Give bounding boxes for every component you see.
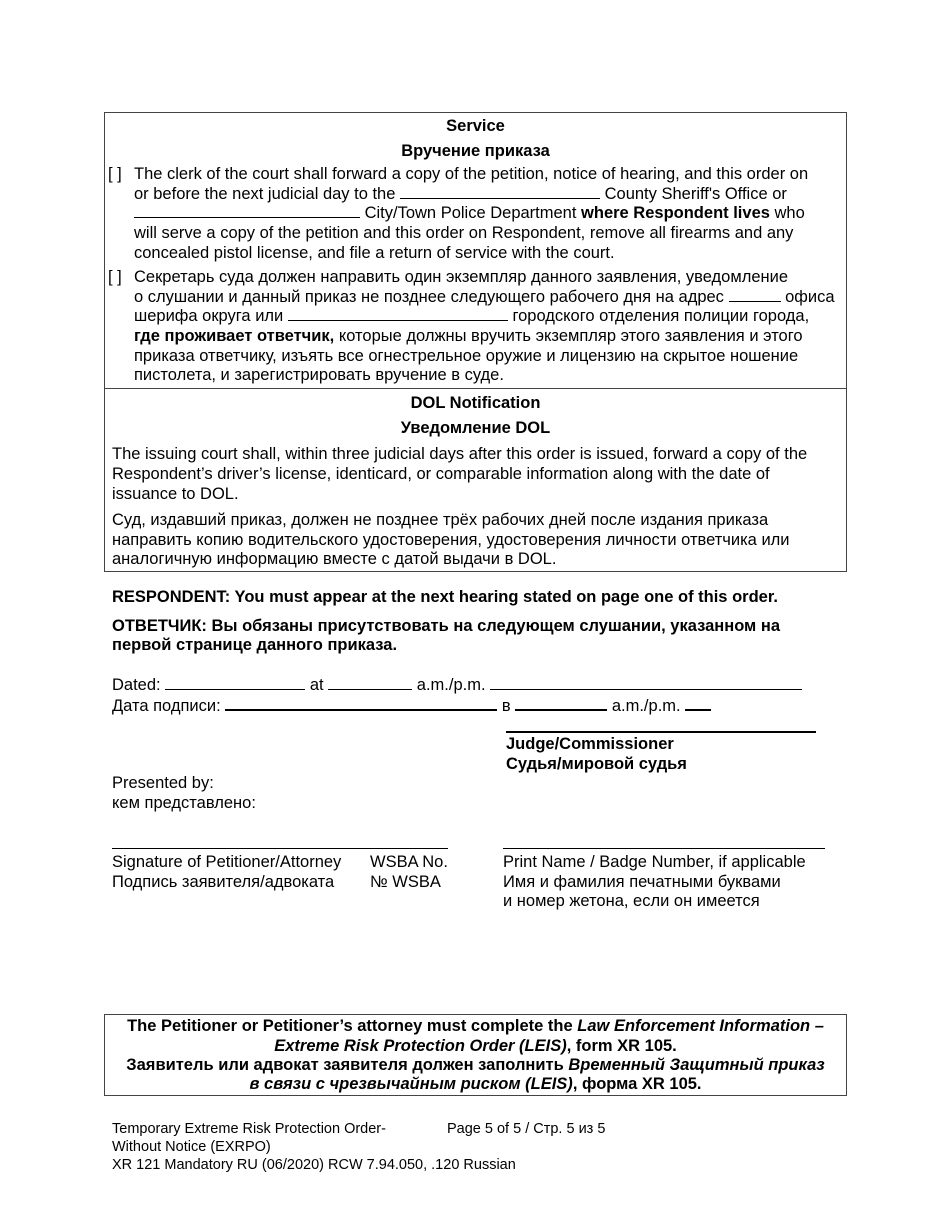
date-field[interactable] [165,675,305,690]
date-field-ru[interactable] [225,695,497,711]
print-name-line[interactable] [503,848,825,849]
service-en-line2 [134,184,787,204]
service-en-line2-b: County Sheriff's Office or [604,185,787,203]
leis-notice-ru-2 [104,1074,847,1094]
dated-at-ru: в [501,697,511,715]
service-en-line1: The clerk of the court shall forward a copy of the petition, notice of hearing, and this order on [134,165,809,183]
service-ru-line3-b: городского отделения полиции города, [512,307,810,325]
judge-title-en: Judge/Commissioner [506,735,674,753]
petitioner-signature-label-ru: Подпись заявителя/адвоката [112,873,335,891]
service-ru-line3-a: шерифа округа или [134,307,284,325]
service-ru-line4-b: которые должны вручить экземпляр этого заявления и этого [338,327,803,345]
leis-notice-ru-2i: в связи с чрезвычайным риском (LEIS) [249,1075,573,1093]
judge-signature-field[interactable] [490,675,802,690]
dated-label-ru: Дата подписи: [112,697,221,715]
respondent-notice-ru-2: первой странице данного приказа. [112,636,398,654]
service-ru-line4 [134,326,803,346]
dated-label-en: Dated: [112,676,161,694]
service-en-line5: concealed pistol license, and file a return of service with the court. [134,244,615,262]
service-ru-line2 [134,287,835,307]
dol-title-ru: Уведомление DOL [400,419,551,437]
dated-ampm-en: a.m./p.m. [416,676,486,694]
service-en-line3-b: who [774,204,805,222]
dol-ru-line3: аналогичную информацию вместе с датой выдачи в DOL. [112,550,557,568]
leis-notice-ru-1a: Заявитель или адвокат заявителя должен заполнить [126,1056,564,1074]
dol-ru-line1: Суд, издавший приказ, должен не позднее трёх рабочих дней после издания приказа [112,511,769,529]
service-en-line3-a: City/Town Police Department [364,204,577,222]
dated-ampm-ru: a.m./p.m. [611,697,681,715]
service-en-line3-bold: where Respondent lives [581,204,770,222]
service-en-line2-a: or before the next judicial day to the [134,185,396,203]
dol-ru-line2: направить копию водительского удостоверения, удостоверения личности ответчика или [112,531,790,549]
petitioner-signature-label-en: Signature of Petitioner/Attorney [112,853,342,871]
footer-form-title-2: Without Notice (EXRPO) [112,1139,271,1155]
service-ru-line3 [134,306,809,326]
service-checkbox-en[interactable]: [ ] [108,165,122,183]
time-field-ru[interactable] [515,695,607,711]
leis-notice-ru-1 [104,1055,847,1075]
judge-title-ru: Судья/мировой судья [506,755,687,773]
leis-notice-ru-2b: , форма XR 105. [572,1075,702,1093]
dated-line-ru [112,695,711,716]
leis-notice-en-1a: The Petitioner or Petitioner’s attorney must complete the [127,1017,573,1035]
leis-notice-ru-1i: Временный Защитный приказ [568,1056,825,1074]
dated-line-en [112,675,802,695]
leis-notice-en-1 [104,1016,847,1036]
dated-at-en: at [309,676,324,694]
city-field[interactable] [134,203,360,218]
county-field[interactable] [400,184,600,199]
service-ru-line1: Секретарь суда должен направить один экземпляр данного заявления, уведомление [134,268,788,286]
respondent-notice-ru-1: ОТВЕТЧИК: Вы обязаны присутствовать на следующем слушании, указанном на [112,617,780,635]
county-field-ru[interactable] [729,287,781,302]
leis-notice-en-1i: Law Enforcement Information – [577,1017,824,1035]
print-name-label-ru-2: и номер жетона, если он имеется [503,892,760,910]
service-ru-line2-a: о слушании и данный приказ не позднее следующего рабочего дня на адрес [134,288,724,306]
footer-form-title-1: Temporary Extreme Risk Protection Order- [112,1121,386,1137]
service-ru-line6: пистолета, и зарегистрировать вручение в суде. [134,366,504,384]
service-ru-line5: приказа ответчику, изъять все огнестрельное оружие и лицензию на скрытое ношение [134,347,799,365]
ampm-field-ru[interactable] [685,695,711,711]
dol-en-line2: Respondent’s driver’s license, identicard, or comparable information along with the date of [112,465,770,483]
dol-en-line3: issuance to DOL. [112,485,239,503]
leis-notice-en-2b: , form XR 105. [566,1037,677,1055]
service-checkbox-ru[interactable]: [ ] [108,268,122,286]
service-ru-line2-b: офиса [785,288,835,306]
presented-by-ru: кем представлено: [112,794,256,812]
leis-notice-en-2 [104,1036,847,1056]
judge-signature-line [506,731,816,733]
leis-notice-en-2i: Extreme Risk Protection Order (LEIS) [274,1037,567,1055]
service-title-en: Service [446,117,505,135]
dol-en-line1: The issuing court shall, within three judicial days after this order is issued, forward a copy of the [112,445,808,463]
wsba-label-en: WSBA No. [370,853,448,871]
footer-page-number: Page 5 of 5 / Стр. 5 из 5 [447,1121,606,1137]
respondent-notice-en: RESPONDENT: You must appear at the next hearing stated on page one of this order. [112,588,778,606]
service-title-ru: Вручение приказа [401,142,550,160]
petitioner-signature-line[interactable] [112,848,448,849]
service-ru-line4-bold: где проживает ответчик, [134,327,335,345]
footer-form-number: XR 121 Mandatory RU (06/2020) RCW 7.94.050, .120 Russian [112,1157,516,1173]
presented-by-en: Presented by: [112,774,214,792]
wsba-label-ru: № WSBA [370,873,441,891]
print-name-label-ru-1: Имя и фамилия печатными буквами [503,873,781,891]
time-field[interactable] [328,675,412,690]
service-en-line4: will serve a copy of the petition and this order on Respondent, remove all firearms and any [134,224,794,242]
print-name-label-en: Print Name / Badge Number, if applicable [503,853,806,871]
service-en-line3 [134,203,805,223]
city-field-ru[interactable] [288,306,508,321]
dol-title-en: DOL Notification [410,394,541,412]
